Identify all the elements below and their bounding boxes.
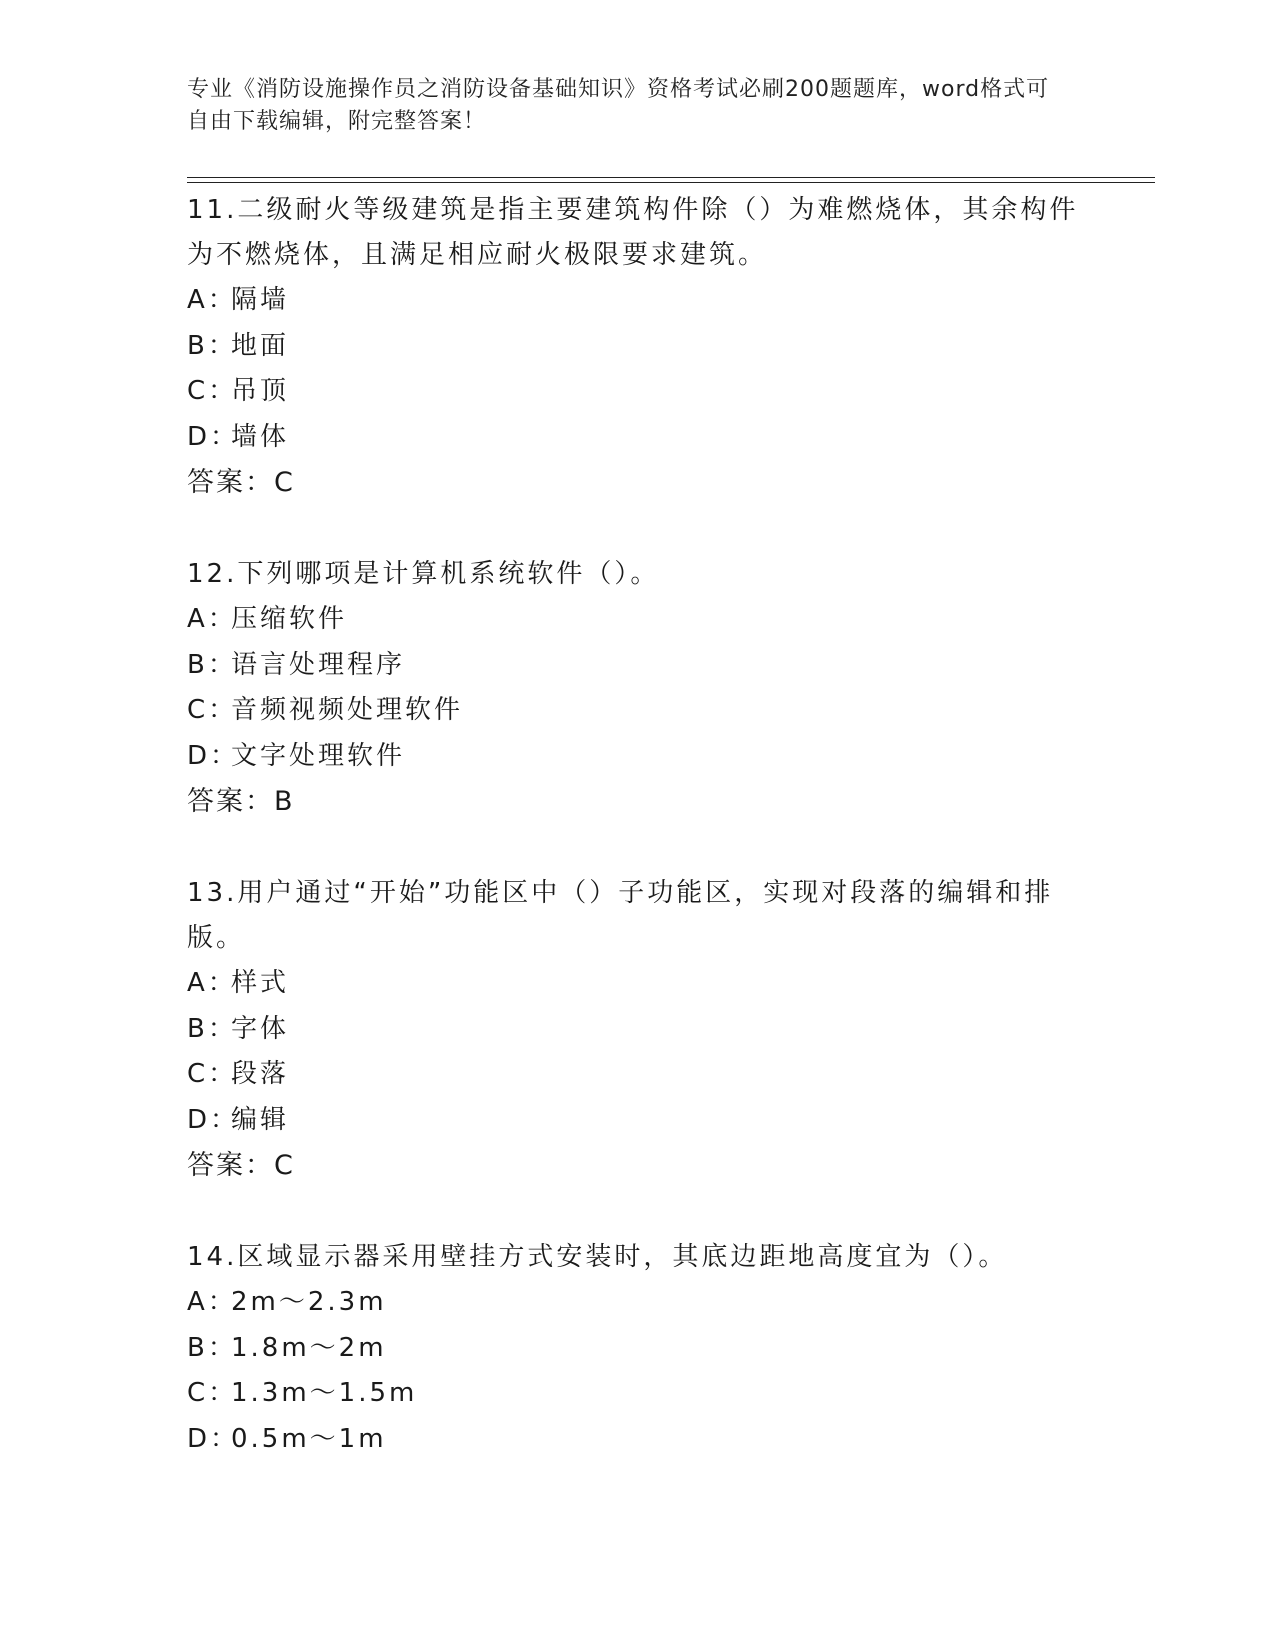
option-text: 吊顶 [231, 376, 290, 406]
option-b [187, 643, 1087, 689]
option-c [187, 369, 1087, 415]
option-key: A： [187, 968, 237, 998]
option-key: D： [187, 740, 240, 771]
option-d [187, 415, 1087, 461]
question-12 [187, 552, 1087, 824]
question-11 [187, 188, 1087, 505]
header-divider-bottom [187, 182, 1155, 183]
option-text: 样式 [231, 968, 290, 998]
question-13 [187, 871, 1087, 1188]
option-key: A： [187, 1287, 237, 1317]
option-c [187, 1371, 1087, 1417]
option-key: B： [187, 330, 237, 361]
option-text: 段落 [231, 1059, 290, 1089]
option-c [187, 1052, 1087, 1098]
option-key: C： [187, 1378, 238, 1408]
option-key: B： [187, 1013, 237, 1044]
option-text: 1.3m～1.5m [231, 1378, 418, 1408]
option-b [187, 1326, 1087, 1372]
option-text: 编辑 [231, 1104, 290, 1135]
question-text: 11.二级耐火等级建筑是指主要建筑构件除（）为难燃烧体，其余构件为不燃烧体，且满足相应耐火极限要求建筑。 [187, 195, 1079, 270]
question-text: 14.区域显示器采用壁挂方式安装时，其底边距地高度宜为（）。 [187, 1242, 1008, 1272]
option-key: C： [187, 376, 238, 406]
option-text: 2m～2.3m [231, 1287, 387, 1317]
option-text: 音频视频处理软件 [231, 695, 464, 725]
option-key: D： [187, 1104, 240, 1135]
option-b [187, 1007, 1087, 1053]
option-text: 压缩软件 [231, 604, 348, 634]
option-key: B： [187, 649, 237, 680]
option-key: B： [187, 1332, 237, 1363]
answer-line: 答案：C [187, 1150, 295, 1181]
answer-line: 答案：B [187, 786, 295, 817]
option-text: 字体 [231, 1013, 290, 1044]
header-divider-top [187, 177, 1155, 178]
option-b [187, 324, 1087, 370]
answer-line: 答案：C [187, 467, 295, 498]
option-a [187, 1280, 1087, 1326]
option-a [187, 597, 1087, 643]
option-key: C： [187, 1059, 238, 1089]
option-text: 1.8m～2m [231, 1332, 387, 1363]
option-text: 地面 [231, 330, 290, 361]
option-key: C： [187, 695, 238, 725]
question-14 [187, 1235, 1087, 1462]
option-a [187, 961, 1087, 1007]
option-c [187, 688, 1087, 734]
option-text: 语言处理程序 [231, 649, 406, 680]
option-key: A： [187, 285, 237, 315]
option-d [187, 1098, 1087, 1144]
option-key: D： [187, 1423, 240, 1454]
document-header: 专业《消防设施操作员之消防设备基础知识》资格考试必刷200题题库，word格式可自由下载编辑，附完整答案！ [187, 77, 1050, 134]
option-text: 文字处理软件 [231, 740, 406, 771]
option-d [187, 1417, 1087, 1463]
option-key: D： [187, 421, 240, 452]
option-text: 隔墙 [231, 285, 290, 315]
option-key: A： [187, 604, 237, 634]
option-a [187, 278, 1087, 324]
question-text: 13.用户通过“开始”功能区中（）子功能区，实现对段落的编辑和排版。 [187, 878, 1054, 953]
question-text: 12.下列哪项是计算机系统软件（）。 [187, 559, 660, 589]
option-text: 0.5m～1m [231, 1423, 387, 1454]
option-text: 墙体 [231, 421, 290, 452]
option-d [187, 734, 1087, 780]
